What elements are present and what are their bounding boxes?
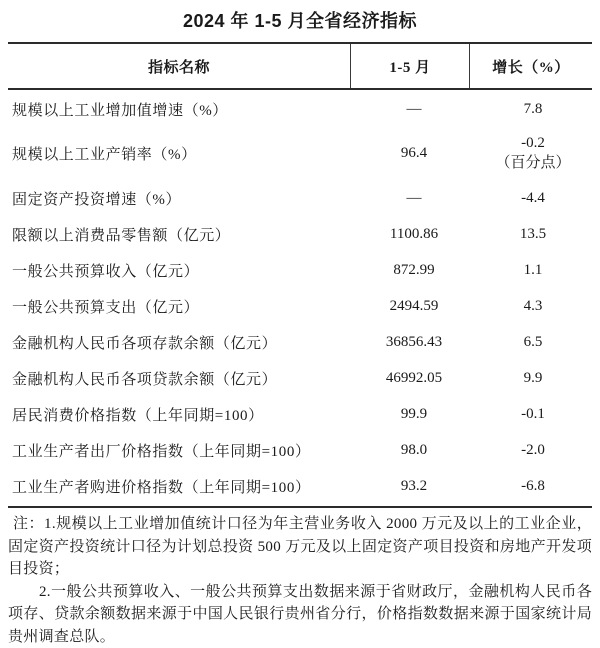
table-row bbox=[8, 324, 592, 360]
table-row bbox=[8, 468, 592, 504]
table-header-row bbox=[8, 44, 592, 90]
indicator-name: 金融机构人民币各项贷款余额（亿元） bbox=[8, 368, 354, 389]
period-value: 872.99 bbox=[354, 262, 474, 279]
indicator-name: 一般公共预算收入（亿元） bbox=[8, 260, 354, 281]
period-value: 1100.86 bbox=[354, 226, 474, 243]
period-value: 46992.05 bbox=[354, 370, 474, 387]
table-row bbox=[8, 252, 592, 288]
header-indicator-name: 指标名称 bbox=[8, 44, 350, 88]
footnotes bbox=[8, 513, 592, 648]
period-value: 93.2 bbox=[354, 478, 474, 495]
indicator-name: 工业生产者出厂价格指数（上年同期=100） bbox=[8, 440, 354, 461]
table-row bbox=[8, 288, 592, 324]
footnote-2: 2.一般公共预算收入、一般公共预算支出数据来源于省财政厅，金融机构人民币各项存、贷款余额数据来源于中国人民银行贵州省分行，价格指数数据来源于国家统计局贵州调查总队。 bbox=[8, 581, 592, 648]
indicator-name: 居民消费价格指数（上年同期=100） bbox=[8, 404, 354, 425]
header-period: 1-5 月 bbox=[350, 44, 470, 88]
period-value: — bbox=[354, 101, 474, 118]
page-title: 2024 年 1-5 月全省经济指标 bbox=[8, 7, 592, 33]
growth-unit-note: （百分点） bbox=[474, 154, 592, 174]
growth-value: -4.4 bbox=[474, 190, 592, 207]
period-value: 96.4 bbox=[354, 145, 474, 162]
growth-value: 6.5 bbox=[474, 334, 592, 351]
indicator-name: 规模以上工业增加值增速（%） bbox=[8, 99, 354, 120]
indicators-table bbox=[8, 42, 592, 508]
period-value: 2494.59 bbox=[354, 298, 474, 315]
growth-value: -2.0 bbox=[474, 442, 592, 459]
indicator-name: 一般公共预算支出（亿元） bbox=[8, 296, 354, 317]
period-value: 98.0 bbox=[354, 442, 474, 459]
indicator-name: 固定资产投资增速（%） bbox=[8, 188, 354, 209]
growth-value: -0.1 bbox=[474, 406, 592, 423]
period-value: — bbox=[354, 190, 474, 207]
growth-value bbox=[474, 134, 592, 173]
period-value: 99.9 bbox=[354, 406, 474, 423]
growth-value: 1.1 bbox=[474, 262, 592, 279]
table-body bbox=[8, 90, 592, 506]
growth-value: 13.5 bbox=[474, 226, 592, 243]
growth-value: 9.9 bbox=[474, 370, 592, 387]
growth-number: -0.2 bbox=[521, 135, 545, 151]
growth-value: 4.3 bbox=[474, 298, 592, 315]
footnote-1: 注：1.规模以上工业增加值统计口径为年主营业务收入 2000 万元及以上的工业企业，固定资产投资统计口径为计划总投资 500 万元及以上固定资产项目投资和房地产开发项目投资； bbox=[8, 513, 592, 581]
indicator-name: 限额以上消费品零售额（亿元） bbox=[8, 224, 354, 245]
table-row bbox=[8, 360, 592, 396]
table-row bbox=[8, 216, 592, 252]
growth-value: 7.8 bbox=[474, 101, 592, 118]
indicator-name: 规模以上工业产销率（%） bbox=[8, 143, 354, 164]
table-row bbox=[8, 432, 592, 468]
table-row bbox=[8, 180, 592, 216]
table-row bbox=[8, 91, 592, 127]
period-value: 36856.43 bbox=[354, 334, 474, 351]
indicator-name: 工业生产者购进价格指数（上年同期=100） bbox=[8, 476, 354, 497]
indicator-name: 金融机构人民币各项存款余额（亿元） bbox=[8, 332, 354, 353]
growth-value: -6.8 bbox=[474, 478, 592, 495]
table-row bbox=[8, 127, 592, 180]
header-growth: 增长（%） bbox=[470, 44, 592, 88]
table-row bbox=[8, 396, 592, 432]
